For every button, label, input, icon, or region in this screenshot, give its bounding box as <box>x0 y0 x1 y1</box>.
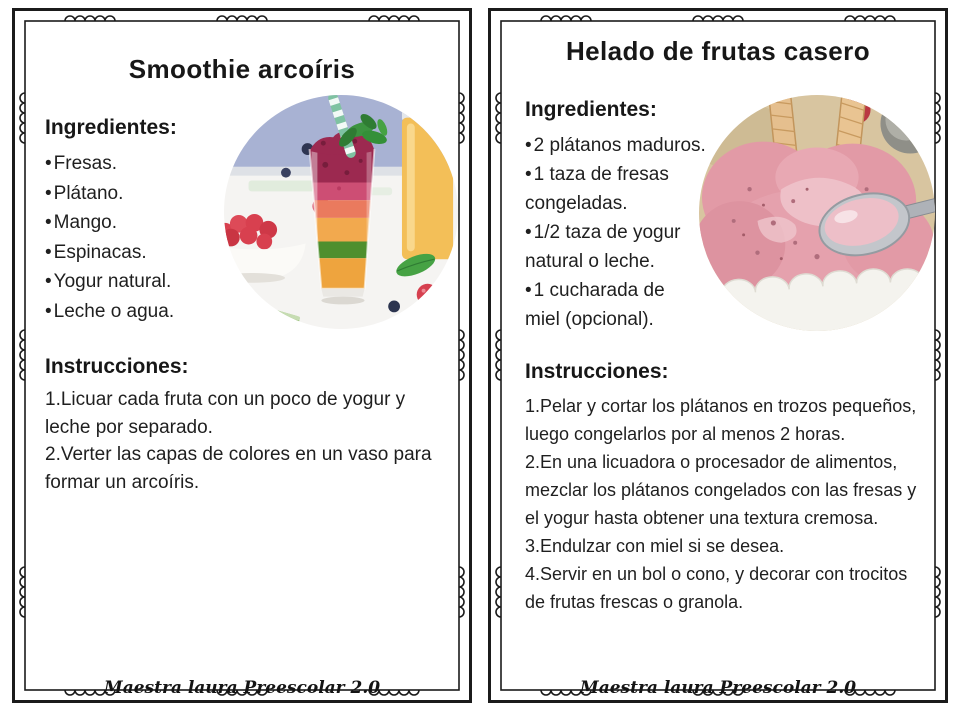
recipe-card-ice-cream <box>488 8 948 703</box>
instruction-step: 2.En una licuadora o procesador de alimentos, mezclar los plátanos congelados con las fresas y el yogur hasta obtener una textura cremosa. <box>525 452 917 528</box>
recipe-title: Helado de frutas casero <box>566 36 870 66</box>
author-credit: Maestra laura Preescolar 2.0 <box>579 678 857 698</box>
instruction-step: 1.Pelar y cortar los plátanos en trozos pequeños, luego congelarlos por al menos 2 horas. <box>525 396 917 444</box>
instruction-step: 2.Verter las capas de colores en un vaso para formar un arcoíris. <box>45 444 432 493</box>
instruction-step: 3.Endulzar con miel si se desea. <box>525 536 785 556</box>
ingredient-item: • 2 plátanos maduros. <box>525 131 710 160</box>
instruction-step: 1.Licuar cada fruta con un poco de yogur y leche por separado. <box>45 389 406 438</box>
instructions-list <box>525 392 927 616</box>
ingredient-item: • Mango. <box>45 208 225 238</box>
ingredient-item: • 1 cucharada de miel (opcional). <box>525 276 675 334</box>
recipe-title: Smoothie arcoíris <box>128 54 356 84</box>
ice-cream-photo <box>698 94 936 332</box>
ingredient-item: • 1 taza de fresas congeladas. <box>525 160 690 218</box>
ingredient-item: • Espinacas. <box>45 238 225 268</box>
instructions-heading: Instrucciones: <box>45 355 189 378</box>
ingredients-list <box>45 149 225 326</box>
author-credit: Maestra laura Preescolar 2.0 <box>103 678 381 698</box>
ingredient-item: • Plátano. <box>45 179 225 209</box>
ingredients-heading: Ingredientes: <box>525 98 657 121</box>
instructions-list <box>45 386 449 496</box>
ice-cream-photo-illustration <box>698 94 936 332</box>
ingredient-item: • Yogur natural. <box>45 267 225 297</box>
ingredient-item: • 1/2 taza de yogur natural o leche. <box>525 218 697 276</box>
recipe-card-smoothie <box>12 8 472 703</box>
ingredient-item: • Leche o agua. <box>45 297 225 327</box>
instruction-step: 4.Servir en un bol o cono, y decorar con trocitos de frutas frescas o granola. <box>525 564 908 612</box>
smoothie-photo <box>223 94 459 330</box>
ingredient-item: • Fresas. <box>45 149 225 179</box>
instructions-heading: Instrucciones: <box>525 360 669 383</box>
smoothie-photo-illustration <box>223 94 459 330</box>
ingredients-list <box>525 131 710 334</box>
ingredients-heading: Ingredientes: <box>45 116 177 139</box>
